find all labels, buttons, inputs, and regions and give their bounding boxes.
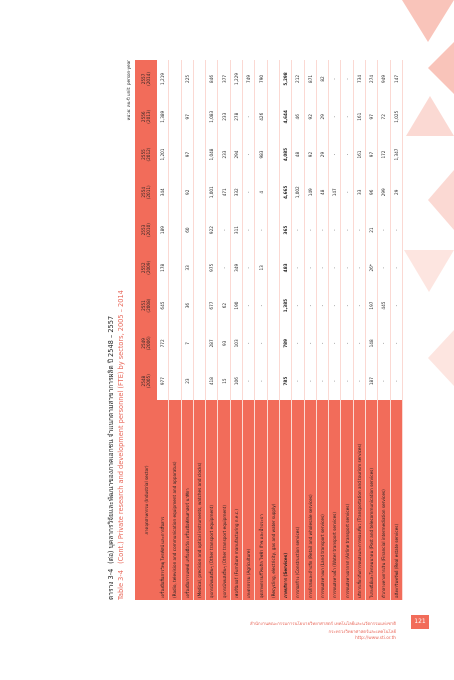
table-cell: 197: [366, 287, 378, 325]
table-cell: [169, 211, 181, 249]
table-cell: 1,385: [279, 287, 291, 325]
year-ce: (2009): [146, 260, 151, 275]
table-cell: -: [341, 98, 353, 136]
table-cell: 418: [206, 362, 218, 400]
table-cell: [267, 98, 279, 136]
sector-label: อุปกรณ์ขนส่งอื่นๆ (Other transport equipment): [218, 400, 230, 600]
table-title-thai: (ต่อ) บุคลากรวิจัยและพัฒนาของภาคเอกชน จำแนกตามสาขาการผลิต ปี 2548 – 2557: [107, 315, 115, 564]
year-column-header: [135, 98, 157, 136]
table-cell: -: [316, 324, 328, 362]
table-cell: 46: [292, 98, 304, 136]
year-column-header: [135, 60, 157, 98]
sector-label: บริการเกี่ยวกับการขนส่งและการท่องเที่ยว (Transportation and tourism services): [353, 400, 365, 600]
table-cell: -: [292, 211, 304, 249]
table-cell: -: [243, 324, 255, 362]
table-cell: 106: [230, 362, 242, 400]
table-title-english: (Cont.) Private research and development personnel (FTE) by sectors, 2005 – 2014: [117, 290, 125, 564]
decor-triangle: [406, 96, 454, 136]
table-cell: -: [353, 287, 365, 325]
year-ce: (2005): [146, 374, 151, 389]
table-cell: [193, 362, 205, 400]
table-cell: [267, 173, 279, 211]
table-row: [169, 60, 181, 600]
table-cell: 949: [378, 60, 390, 98]
table-cell: -: [255, 287, 267, 325]
sector-label: อสังหาริมทรัพย์ (Real estate services): [390, 400, 402, 600]
year-column-header: [135, 287, 157, 325]
sector-label: (Radio, television and communication equipment and apparatus): [169, 400, 181, 600]
table-row: [230, 60, 242, 600]
table-cell: -: [243, 249, 255, 287]
table-cell: 278: [230, 98, 242, 136]
table-cell: 92: [181, 173, 193, 211]
table-cell: 29: [390, 173, 402, 211]
rotated-table-page: [105, 60, 405, 600]
decor-triangle: [404, 250, 454, 292]
table-cell: [169, 98, 181, 136]
table-row: [292, 60, 304, 600]
table-cell: -: [341, 173, 353, 211]
table-cell: 445: [378, 287, 390, 325]
table-row: [181, 60, 193, 600]
table-cell: 871: [304, 60, 316, 98]
table-cell: -: [341, 249, 353, 287]
sector-label: เครื่องมือสื่อสารวิทยุ โทรทัศน์ และการสื่อสาร: [157, 400, 169, 600]
table-cell: 92: [304, 136, 316, 174]
table-cell: 1,002: [292, 173, 304, 211]
table-cell: -: [243, 211, 255, 249]
table-row: [279, 60, 291, 600]
table-cell: -: [329, 362, 341, 400]
table-cell: -: [390, 324, 402, 362]
table-cell: 33: [181, 249, 193, 287]
table-cell: 789: [279, 324, 291, 362]
table-cell: [267, 136, 279, 174]
table-cell: 983: [255, 136, 267, 174]
table-cell: 97: [181, 136, 193, 174]
table-cell: 60: [181, 211, 193, 249]
table-cell: 97: [366, 98, 378, 136]
year-be: 2554: [141, 186, 146, 198]
table-cell: 36: [181, 287, 193, 325]
table-cell: [267, 211, 279, 249]
table-cell: [267, 324, 279, 362]
table-cell: -: [243, 98, 255, 136]
table-cell: -: [304, 287, 316, 325]
table-cell: 48: [316, 173, 328, 211]
table-cell: [193, 98, 205, 136]
table-cell: -: [341, 211, 353, 249]
table-cell: 15: [218, 362, 230, 400]
table-cell: -: [255, 324, 267, 362]
table-cell: 96: [366, 173, 378, 211]
table-cell: 148: [366, 324, 378, 362]
table-cell: 1,219: [157, 60, 169, 98]
table-cell: -: [255, 362, 267, 400]
table-cell: -: [304, 362, 316, 400]
table-row: [267, 60, 279, 600]
table-cell: [193, 136, 205, 174]
table-row: [316, 60, 328, 600]
sector-label: เฟอร์นิเจอร์ (Furniture manufacturing n.e.c.): [230, 400, 242, 600]
table-cell: -: [316, 211, 328, 249]
table-cell: 287: [206, 324, 218, 362]
table-cell: [193, 249, 205, 287]
table-cell: -: [329, 98, 341, 136]
year-ce: (2006): [146, 336, 151, 351]
table-cell: -: [341, 136, 353, 174]
table-cell: -: [341, 287, 353, 325]
table-cell: -: [255, 211, 267, 249]
table-cell: 103: [230, 324, 242, 362]
table-row: [341, 60, 353, 600]
table-cell: -: [341, 362, 353, 400]
sector-label: ตัวกลางทางการเงิน (Financial intermediation services): [378, 400, 390, 600]
table-cell: [169, 173, 181, 211]
year-be: 2553: [141, 224, 146, 236]
personnel-table: [135, 60, 403, 600]
table-cell: -: [329, 249, 341, 287]
table-cell: 299: [378, 173, 390, 211]
decor-triangle: [428, 330, 454, 386]
table-cell: -: [329, 287, 341, 325]
table-cell: -: [243, 287, 255, 325]
table-cell: 4,644: [279, 98, 291, 136]
sector-label: การก่อสร้าง (Construction services): [292, 400, 304, 600]
table-cell: 1,001: [206, 173, 218, 211]
table-cell: 190: [230, 287, 242, 325]
table-cell: [169, 287, 181, 325]
table-cell: -: [329, 60, 341, 98]
year-ce: (2014): [146, 71, 151, 86]
table-cell: 48: [292, 136, 304, 174]
table-cell: 62: [218, 287, 230, 325]
table-cell: 1,048: [206, 136, 218, 174]
table-cell: -: [378, 249, 390, 287]
table-cell: 772: [157, 324, 169, 362]
sector-label: (Medical, precision and optical instruments, watches and clocks): [193, 400, 205, 600]
table-cell: 734: [353, 60, 365, 98]
sector-label: (Recycling, electricity, gas and water supply): [267, 400, 279, 600]
table-cell: -: [304, 249, 316, 287]
table-cell: 149: [304, 173, 316, 211]
footer-agency: สำนักงานคณะกรรมการนโยบายวิทยาศาสตร์ เทคโนโลยีและนวัตกรรมแห่งชาติ: [250, 622, 396, 627]
year-column-header: [135, 136, 157, 174]
table-cell: 147: [390, 60, 402, 98]
table-cell: 23: [181, 362, 193, 400]
table-cell: -: [341, 324, 353, 362]
table-cell: -: [304, 211, 316, 249]
table-row: [329, 60, 341, 600]
table-cell: 311: [230, 211, 242, 249]
table-cell: 677: [206, 287, 218, 325]
table-row: [378, 60, 390, 600]
table-cell: [267, 60, 279, 98]
table-cell: -: [292, 249, 304, 287]
table-cell: 5,298: [279, 60, 291, 98]
footer-url[interactable]: http://www.sti.or.th: [355, 636, 396, 641]
table-row: [243, 60, 255, 600]
table-cell: -: [243, 362, 255, 400]
table-cell: [267, 249, 279, 287]
unit-label: หน่วย: คน-ปี unit: person-year: [126, 60, 131, 121]
table-cell: 790: [255, 60, 267, 98]
sector-label: การขนส่งทางน้ำ (Water transport services): [329, 400, 341, 600]
sector-label: เกษตรกรรม (Agriculture): [243, 400, 255, 600]
table-row: [157, 60, 169, 600]
table-cell: 33: [353, 173, 365, 211]
table-heading-thai: [105, 316, 116, 600]
table-cell: [193, 60, 205, 98]
year-be: 2552: [141, 262, 146, 274]
table-cell: 97: [181, 98, 193, 136]
table-cell: -: [292, 362, 304, 400]
year-column-header: [135, 249, 157, 287]
table-cell: 26*: [366, 249, 378, 287]
table-cell: 344: [157, 173, 169, 211]
table-cell: 4,085: [279, 136, 291, 174]
table-cell: 426: [255, 98, 267, 136]
sector-column-header: ภาคอุตสาหกรรม (Industrial sector): [135, 400, 157, 600]
table-cell: -: [378, 362, 390, 400]
table-cell: 294: [230, 136, 242, 174]
table-cell: [169, 324, 181, 362]
table-cell: [267, 287, 279, 325]
table-cell: -: [353, 362, 365, 400]
table-cell: -: [292, 324, 304, 362]
table-cell: -: [316, 362, 328, 400]
year-be: 2551: [141, 300, 146, 311]
table-cell: 922: [206, 211, 218, 249]
table-row: [255, 60, 267, 600]
year-column-header: [135, 173, 157, 211]
table-cell: 274: [366, 60, 378, 98]
table-cell: 161: [353, 98, 365, 136]
table-cell: [193, 324, 205, 362]
table-cell: 212: [292, 60, 304, 98]
sector-label: การค้าส่งและค้าปลีก (Retail and wholesale services): [304, 400, 316, 600]
table-cell: [193, 211, 205, 249]
table-cell: 977: [157, 362, 169, 400]
table-cell: 645: [157, 287, 169, 325]
table-cell: -: [390, 249, 402, 287]
table-cell: 7: [181, 324, 193, 362]
table-row: [206, 60, 218, 600]
table-row: [353, 60, 365, 600]
sector-label: อุปกรณ์ขนส่งอื่นๆ (Other transport equipment): [206, 400, 218, 600]
table-body: [157, 60, 402, 600]
table-cell: 483: [279, 249, 291, 287]
table-cell: -: [353, 324, 365, 362]
table-cell: 161: [353, 136, 365, 174]
table-cell: [169, 60, 181, 98]
decor-triangle: [428, 170, 454, 230]
table-cell: -: [378, 324, 390, 362]
table-cell: 147: [329, 173, 341, 211]
table-cell: 1,389: [157, 98, 169, 136]
sector-label: ไปรษณีย์และโทรคมนาคม (Post and telecommunication services): [366, 400, 378, 600]
table-cell: 97: [366, 136, 378, 174]
table-cell: 1,347: [390, 136, 402, 174]
table-cell: [267, 362, 279, 400]
sector-label: การขนส่งทางบก (Land transport services): [316, 400, 328, 600]
year-be: 2549: [141, 338, 146, 349]
decor-triangle: [428, 42, 454, 94]
table-cell: 1,229: [230, 60, 242, 98]
year-ce: (2012): [146, 147, 151, 162]
table-cell: 13: [255, 249, 267, 287]
decor-triangle: [402, 0, 454, 42]
table-cell: 1,025: [390, 98, 402, 136]
table-cell: 93: [218, 324, 230, 362]
table-row: [218, 60, 230, 600]
table-row: [390, 60, 402, 600]
sector-label: การขนส่งทางอากาศ (Airline transport services): [341, 400, 353, 600]
table-cell: 72: [378, 98, 390, 136]
table-row: [366, 60, 378, 600]
table-cell: 749: [243, 60, 255, 98]
table-cell: [193, 173, 205, 211]
table-cell: 21: [366, 211, 378, 249]
table-cell: 29: [316, 136, 328, 174]
table-cell: 4,665: [279, 173, 291, 211]
table-cell: -: [390, 362, 402, 400]
table-cell: 172: [378, 136, 390, 174]
table-cell: -: [378, 211, 390, 249]
table-heading-english: [117, 290, 125, 600]
year-ce: (2013): [146, 109, 151, 124]
table-row: [193, 60, 205, 600]
year-be: 2557: [141, 73, 146, 85]
table-cell: 189: [157, 211, 169, 249]
table-cell: 92: [304, 98, 316, 136]
table-number-english: Table 3-4: [117, 570, 125, 600]
table-cell: -: [218, 249, 230, 287]
table-cell: 1,083: [206, 98, 218, 136]
sector-label: ภาคบริการ (Services): [279, 400, 291, 600]
table-cell: -: [329, 211, 341, 249]
table-cell: 975: [206, 249, 218, 287]
year-column-header: [135, 362, 157, 400]
table-row: [304, 60, 316, 600]
table-cell: [169, 362, 181, 400]
table-cell: -: [341, 60, 353, 98]
table-cell: [169, 249, 181, 287]
table-cell: -: [243, 136, 255, 174]
page-number: 121: [411, 615, 429, 629]
table-cell: -: [218, 211, 230, 249]
table-cell: -: [329, 324, 341, 362]
table-cell: -: [304, 324, 316, 362]
table-cell: 349: [230, 249, 242, 287]
table-cell: [169, 136, 181, 174]
table-cell: 365: [279, 211, 291, 249]
year-ce: (2008): [146, 298, 151, 313]
year-ce: (2011): [146, 185, 151, 200]
table-cell: -: [390, 287, 402, 325]
table-cell: -: [316, 287, 328, 325]
table-cell: 178: [157, 249, 169, 287]
table-cell: 225: [181, 60, 193, 98]
table-cell: -: [243, 173, 255, 211]
year-column-header: [135, 324, 157, 362]
table-cell: 187: [366, 362, 378, 400]
table-cell: 233: [218, 136, 230, 174]
table-cell: -: [353, 249, 365, 287]
sector-label: อุตสาหกรรมรีไซเคิล ไฟฟ้า ก๊าซ และน้ำประปา: [255, 400, 267, 600]
year-ce: (2010): [146, 223, 151, 238]
table-cell: 29: [316, 98, 328, 136]
table-cell: 846: [206, 60, 218, 98]
year-be: 2556: [141, 111, 146, 123]
table-cell: 1,201: [157, 136, 169, 174]
table-cell: -: [316, 249, 328, 287]
table-cell: -: [329, 136, 341, 174]
table-cell: 377: [218, 60, 230, 98]
table-cell: 233: [218, 98, 230, 136]
table-cell: 332: [230, 173, 242, 211]
footer-ministry: กระทรวงวิทยาศาสตร์และเทคโนโลยี: [328, 630, 396, 635]
year-column-header: [135, 211, 157, 249]
year-be: 2548: [141, 375, 146, 387]
table-cell: 4: [255, 173, 267, 211]
table-number-thai: ตาราง 3-4: [107, 568, 115, 600]
table-cell: -: [390, 211, 402, 249]
table-cell: [193, 287, 205, 325]
table-cell: -: [292, 287, 304, 325]
table-cell: 471: [218, 173, 230, 211]
year-be: 2555: [141, 149, 146, 160]
table-cell: 82: [316, 60, 328, 98]
table-header-row: [135, 60, 157, 600]
table-cell: -: [353, 211, 365, 249]
table-cell: 785: [279, 362, 291, 400]
sector-label: เครื่องมือการแพทย์ เครื่องมือวัด เครื่องมือทัศนศาสตร์ นาฬิกา: [181, 400, 193, 600]
